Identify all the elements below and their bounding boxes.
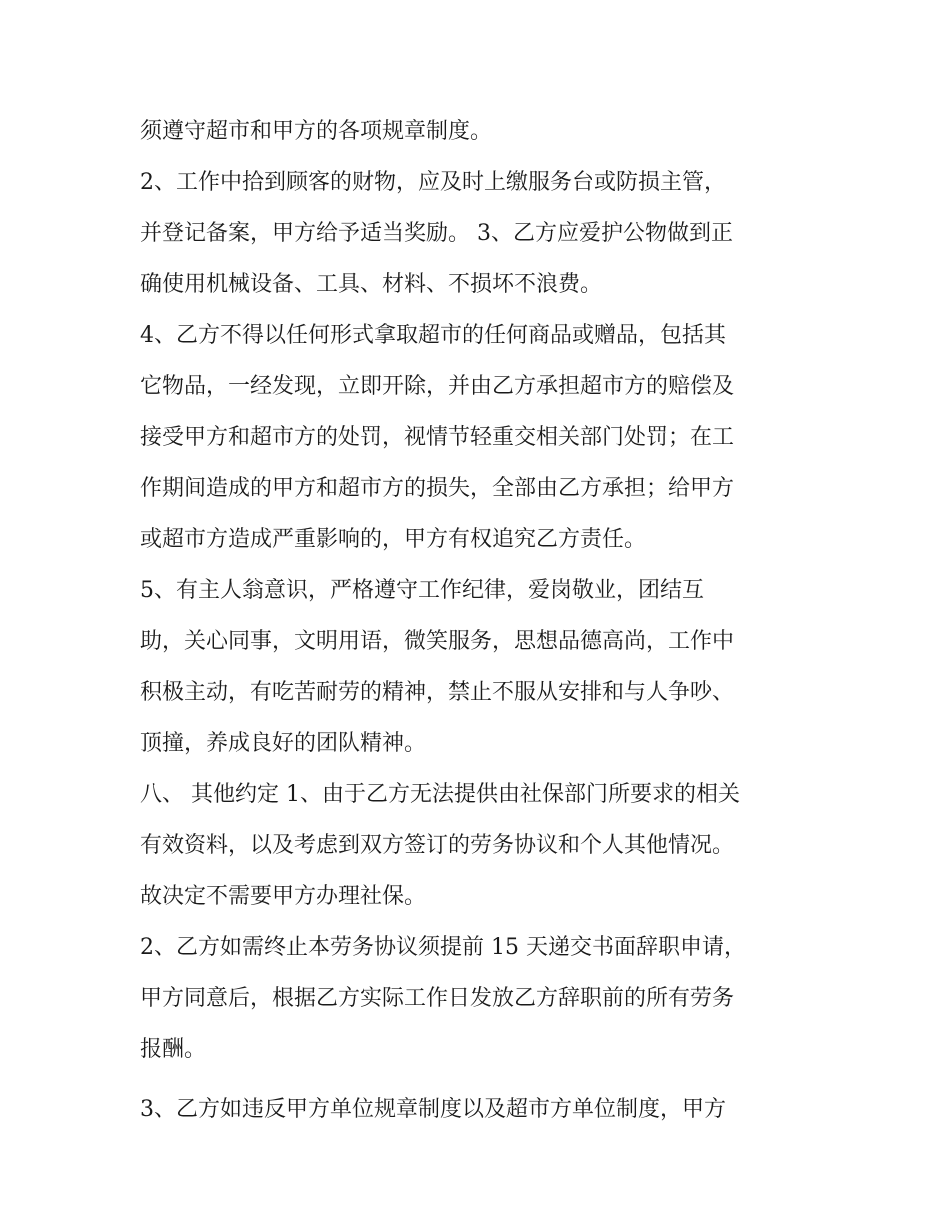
text-line: 2、工作中拾到顾客的财物，应及时上缴服务台或防损主管， [140,170,726,195]
text-line: 有效资料，以及考虑到双方签订的劳务协议和个人其他情况。 [140,833,735,858]
text-line: 接受甲方和超市方的处罚，视情节轻重交相关部门处罚；在工 [140,425,735,450]
text-line: 故决定不需要甲方办理社保。 [140,884,427,909]
text-line: 须遵守超市和甲方的各项规章制度。 [140,119,493,144]
text-line: 报酬。 [140,1037,207,1062]
text-line: 2、乙方如需终止本劳务协议须提前 15 天递交书面辞职申请， [140,935,746,960]
paragraph-gap [140,1075,820,1084]
text-line: 并登记备案，甲方给予适当奖励。 3、乙方应爱护公物做到正 [140,221,733,246]
text-line: 积极主动，有吃苦耐劳的精神，禁止不服从安排和与人争吵、 [140,680,735,705]
text-line: 顶撞，养成良好的团队精神。 [140,731,427,756]
text-line: 4、乙方不得以任何形式拿取超市的任何商品或赠品，包括其 [140,323,726,348]
text-line: 确使用机械设备、工具、材料、不损坏不浪费。 [140,272,603,297]
text-line: 八、 其他约定 1、由于乙方无法提供由社保部门所要求的相关 [140,782,740,807]
text-line: 5、有主人翁意识，严格遵守工作纪律，爱岗敬业，团结互 [140,578,704,603]
text-line: 甲方同意后，根据乙方实际工作日发放乙方辞职前的所有劳务 [140,986,735,1011]
text-line: 作期间造成的甲方和超市方的损失，全部由乙方承担；给甲方 [140,476,735,501]
document-body [140,106,820,1135]
text-line: 3、乙方如违反甲方单位规章制度以及超市方单位制度，甲方 [140,1097,726,1122]
text-line: 它物品，一经发现，立即开除，并由乙方承担超市方的赔偿及 [140,374,735,399]
text-line: 或超市方造成严重影响的，甲方有权追究乙方责任。 [140,527,647,552]
text-line: 助，关心同事，文明用语，微笑服务，思想品德高尚，工作中 [140,629,735,654]
